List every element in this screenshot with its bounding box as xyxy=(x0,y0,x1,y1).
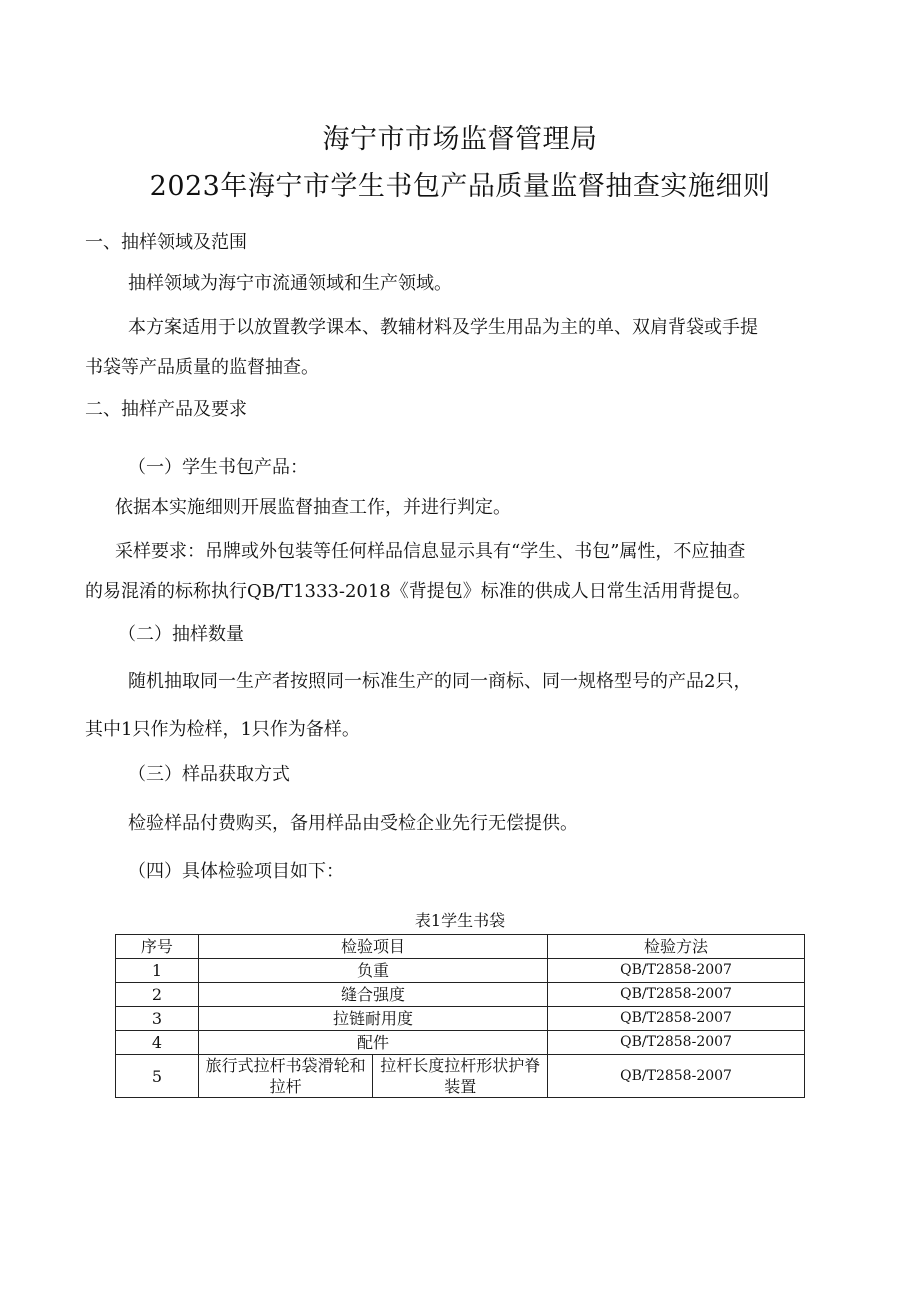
section1-paragraph2-line2: 书袋等产品质量的监督抽查。 xyxy=(85,357,319,378)
table-cell-method: QB/T2858-2007 xyxy=(548,959,805,983)
table-cell-no: 3 xyxy=(116,1007,199,1031)
table-cell-no: 2 xyxy=(116,983,199,1007)
table-row xyxy=(116,1055,805,1098)
table-row xyxy=(116,1007,805,1031)
table-header-no: 序号 xyxy=(116,935,199,959)
table-header-row xyxy=(116,935,805,959)
table-header-method: 检验方法 xyxy=(548,935,805,959)
section1-paragraph2-line1: 本方案适用于以放置教学课本、教辅材料及学生用品为主的单、双肩背袋或手提 xyxy=(128,317,758,338)
document-title-main: 2023年海宁市学生书包产品质量监督抽查实施细则 xyxy=(149,171,771,202)
table-row xyxy=(116,1031,805,1055)
table-caption: 表1学生书袋 xyxy=(414,911,506,930)
section2-sub1: （一）学生书包产品： xyxy=(128,457,308,478)
table-header-item: 检验项目 xyxy=(198,935,547,959)
table-cell-item: 旅行式拉杆书袋滑轮和拉杆 xyxy=(198,1055,373,1098)
section2-paragraph3-line2: 其中1只作为检样，1只作为备样。 xyxy=(85,719,360,740)
section2-paragraph4: 检验样品付费购买，备用样品由受检企业先行无偿提供。 xyxy=(128,813,578,834)
section2-paragraph2-line1: 采样要求：吊牌或外包装等任何样品信息显示具有“学生、书包”属性，不应抽查 xyxy=(115,541,746,562)
table-cell-no: 1 xyxy=(116,959,199,983)
section2-sub4: （四）具体检验项目如下： xyxy=(128,861,344,882)
table-cell-method: QB/T2858-2007 xyxy=(548,983,805,1007)
table-cell-method: QB/T2858-2007 xyxy=(548,1007,805,1031)
inspection-items-table xyxy=(115,934,805,1098)
table-cell-method: QB/T2858-2007 xyxy=(548,1031,805,1055)
section2-paragraph2-line2: 的易混淆的标称执行QB/T1333-2018《背提包》标准的供成人日常生活用背提包。 xyxy=(85,581,751,602)
document-title-agency: 海宁市市场监督管理局 xyxy=(322,124,598,155)
section2-paragraph3-line1: 随机抽取同一生产者按照同一标准生产的同一商标、同一规格型号的产品2只， xyxy=(128,671,752,692)
table-cell-item: 负重 xyxy=(198,959,547,983)
table-row xyxy=(116,983,805,1007)
section1-paragraph1: 抽样领域为海宁市流通领域和生产领域。 xyxy=(128,273,452,294)
table-cell-no: 5 xyxy=(116,1055,199,1098)
section1-heading: 一、抽样领域及范围 xyxy=(85,232,247,253)
table-cell-item: 配件 xyxy=(198,1031,547,1055)
table-row xyxy=(116,959,805,983)
table-cell-method: QB/T2858-2007 xyxy=(548,1055,805,1098)
section2-sub2: （二）抽样数量 xyxy=(118,624,244,645)
table-cell-subitem: 拉杆长度拉杆形状护脊装置 xyxy=(373,1055,548,1098)
table-cell-item: 缝合强度 xyxy=(198,983,547,1007)
section2-paragraph1: 依据本实施细则开展监督抽查工作，并进行判定。 xyxy=(115,497,511,518)
table-cell-no: 4 xyxy=(116,1031,199,1055)
section2-heading: 二、抽样产品及要求 xyxy=(85,399,247,420)
table-cell-item: 拉链耐用度 xyxy=(198,1007,547,1031)
section2-sub3: （三）样品获取方式 xyxy=(128,764,290,785)
